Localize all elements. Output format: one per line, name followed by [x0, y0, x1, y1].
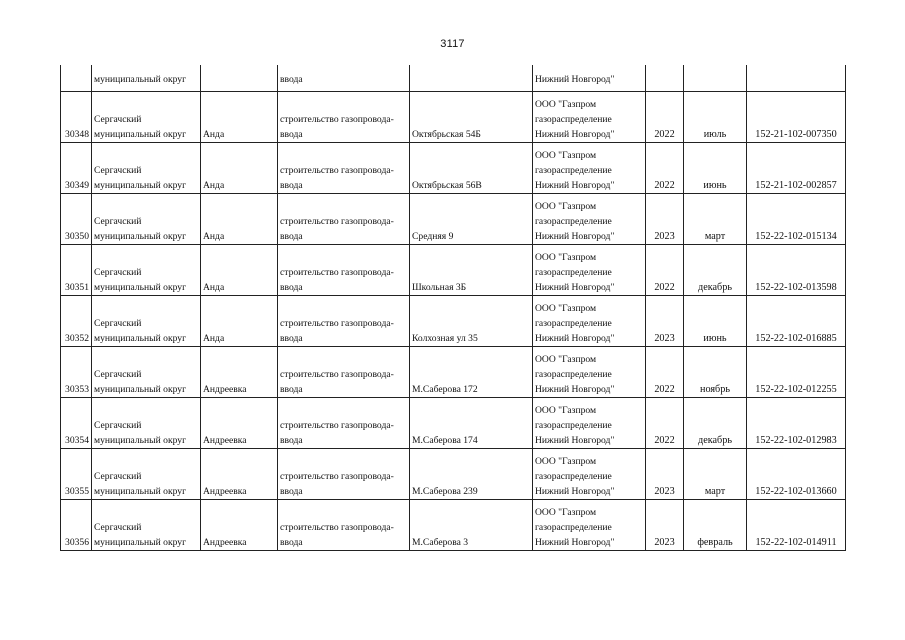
- cell-code: [747, 194, 846, 245]
- work-line: строительство газопровода-: [280, 420, 394, 431]
- work-line: ввода: [280, 435, 303, 446]
- cell-work-type: [278, 347, 410, 398]
- cell-district: [92, 245, 201, 296]
- cell-address: [410, 500, 533, 551]
- cell-organization: [533, 449, 646, 500]
- year-value: 2022: [654, 384, 675, 395]
- cell-year: [646, 398, 684, 449]
- year-value: 2023: [654, 231, 675, 242]
- cell-village: [201, 245, 278, 296]
- cell-organization: [533, 398, 646, 449]
- cell-organization: [533, 245, 646, 296]
- village-name: Анда: [203, 282, 225, 293]
- cell-organization: [533, 500, 646, 551]
- cell-district: [92, 347, 201, 398]
- district-line: Сергачский: [94, 165, 142, 176]
- table-row: [61, 347, 846, 398]
- row-number: 30350: [65, 231, 89, 242]
- cell-village: [201, 500, 278, 551]
- organization-line: ООО "Газпром: [535, 150, 597, 161]
- address-text: М.Саберова 174: [412, 435, 478, 446]
- village-name: Анда: [203, 231, 225, 242]
- cell-address: [410, 65, 533, 92]
- address-text: Октябрьская 54Б: [412, 129, 481, 140]
- organization-line: Нижний Новгород": [535, 231, 615, 242]
- work-line: ввода: [280, 129, 303, 140]
- organization-line: газораспределение: [535, 114, 612, 125]
- district-line: Сергачский: [94, 420, 142, 431]
- object-code: 152-22-102-014911: [755, 537, 837, 548]
- cell-year: [646, 143, 684, 194]
- month-value: ноябрь: [700, 384, 730, 395]
- cell-number: [61, 245, 92, 296]
- table-row: [61, 398, 846, 449]
- work-line: ввода: [280, 231, 303, 242]
- year-value: 2023: [654, 333, 675, 344]
- table-row: [61, 449, 846, 500]
- cell-number: [61, 398, 92, 449]
- table-row: [61, 143, 846, 194]
- month-value: март: [704, 231, 726, 242]
- cell-work-type: [278, 449, 410, 500]
- district-line: Сергачский: [94, 267, 142, 278]
- row-number: 30352: [65, 333, 89, 344]
- cell-number: [61, 347, 92, 398]
- organization-line: газораспределение: [535, 318, 612, 329]
- district-line: Сергачский: [94, 522, 142, 533]
- registry-table-body: [61, 65, 846, 551]
- cell-number: [61, 143, 92, 194]
- cell-month: [684, 347, 747, 398]
- cell-month: [684, 398, 747, 449]
- organization-line: Нижний Новгород": [535, 129, 615, 140]
- cell-district: [92, 398, 201, 449]
- address-text: Колхозная ул 35: [412, 333, 478, 344]
- cell-year: [646, 194, 684, 245]
- cell-month: [684, 194, 747, 245]
- organization-line: ООО "Газпром: [535, 252, 597, 263]
- cell-district: [92, 296, 201, 347]
- cell-address: [410, 296, 533, 347]
- cell-work-type: [278, 398, 410, 449]
- organization-line: ООО "Газпром: [535, 456, 597, 467]
- work-line: строительство газопровода-: [280, 114, 394, 125]
- address-text: М.Саберова 172: [412, 384, 478, 395]
- district-line: муниципальный округ: [94, 180, 187, 191]
- cell-village: [201, 449, 278, 500]
- work-line: строительство газопровода-: [280, 369, 394, 380]
- cell-village: [201, 347, 278, 398]
- district-line: муниципальный округ: [94, 333, 187, 344]
- cell-district: [92, 500, 201, 551]
- year-value: 2022: [654, 129, 675, 140]
- organization-line: ООО "Газпром: [535, 303, 597, 314]
- work-line: ввода: [280, 282, 303, 293]
- cell-month: [684, 449, 747, 500]
- row-number: 30353: [65, 384, 89, 395]
- month-value: июнь: [703, 333, 727, 344]
- cell-month: [684, 65, 747, 92]
- district-line: Сергачский: [94, 471, 142, 482]
- object-code: 152-22-102-013598: [755, 282, 837, 293]
- cell-address: [410, 245, 533, 296]
- month-value: февраль: [697, 537, 733, 548]
- address-text: Школьная 3Б: [412, 282, 467, 293]
- table-row: [61, 245, 846, 296]
- organization-line: Нижний Новгород": [535, 384, 615, 395]
- district-line: Сергачский: [94, 318, 142, 329]
- village-name: Андреевка: [203, 384, 247, 395]
- cell-village: [201, 194, 278, 245]
- year-value: 2023: [654, 537, 675, 548]
- organization-line: Нижний Новгород": [535, 537, 615, 548]
- work-line: ввода: [280, 486, 303, 497]
- cell-year: [646, 92, 684, 143]
- cell-address: [410, 143, 533, 194]
- cell-month: [684, 92, 747, 143]
- village-name: Андреевка: [203, 537, 247, 548]
- organization-line: газораспределение: [535, 165, 612, 176]
- object-code: 152-22-102-016885: [755, 333, 837, 344]
- organization-line: Нижний Новгород": [535, 435, 615, 446]
- organization-line: газораспределение: [535, 267, 612, 278]
- page-number: 3117: [440, 38, 465, 50]
- cell-work-type: [278, 92, 410, 143]
- year-value: 2023: [654, 486, 675, 497]
- district-line: Сергачский: [94, 369, 142, 380]
- cell-number: [61, 296, 92, 347]
- village-name: Андреевка: [203, 435, 247, 446]
- table-row: [61, 296, 846, 347]
- district-line: муниципальный округ: [94, 282, 187, 293]
- cell-month: [684, 500, 747, 551]
- address-text: М.Саберова 3: [412, 537, 469, 548]
- village-name: Анда: [203, 129, 225, 140]
- cell-month: [684, 245, 747, 296]
- cell-village: [201, 65, 278, 92]
- work-line: строительство газопровода-: [280, 267, 394, 278]
- organization-line: ООО "Газпром: [535, 507, 597, 518]
- cell-district: [92, 92, 201, 143]
- cell-organization: [533, 92, 646, 143]
- table-row: [61, 194, 846, 245]
- organization-line: ООО "Газпром: [535, 201, 597, 212]
- cell-code: [747, 92, 846, 143]
- cell-address: [410, 194, 533, 245]
- month-value: июль: [703, 129, 727, 140]
- cell-code: [747, 500, 846, 551]
- cell-organization: Нижний Новгород": [533, 65, 646, 92]
- district-line: муниципальный округ: [94, 231, 187, 242]
- cell-year: [646, 449, 684, 500]
- cell-organization: [533, 347, 646, 398]
- year-value: 2022: [654, 435, 675, 446]
- cell-code: [747, 347, 846, 398]
- work-line: ввода: [280, 333, 303, 344]
- district-line: Сергачский: [94, 114, 142, 125]
- month-value: декабрь: [698, 435, 732, 446]
- village-name: Андреевка: [203, 486, 247, 497]
- organization-line: газораспределение: [535, 522, 612, 533]
- row-number: 30355: [65, 486, 89, 497]
- cell-work-type: [278, 500, 410, 551]
- table-row: [61, 92, 846, 143]
- table-row: [61, 500, 846, 551]
- month-value: июнь: [703, 180, 727, 191]
- cell-organization: [533, 296, 646, 347]
- cell-district: муниципальный округ: [92, 65, 201, 92]
- cell-district: [92, 194, 201, 245]
- work-line: строительство газопровода-: [280, 216, 394, 227]
- village-name: Анда: [203, 333, 225, 344]
- district-line: муниципальный округ: [94, 486, 187, 497]
- cell-village: [201, 398, 278, 449]
- cell-district: [92, 449, 201, 500]
- district-line: Сергачский: [94, 216, 142, 227]
- month-value: декабрь: [698, 282, 732, 293]
- organization-line: Нижний Новгород": [535, 486, 615, 497]
- cell-code: [747, 296, 846, 347]
- cell-code: [747, 398, 846, 449]
- work-line: ввода: [280, 384, 303, 395]
- cell-village: [201, 296, 278, 347]
- cell-work-type: [278, 143, 410, 194]
- organization-line: ООО "Газпром: [535, 405, 597, 416]
- address-text: М.Саберова 239: [412, 486, 478, 497]
- continuation-row: [61, 65, 846, 92]
- object-code: 152-22-102-012255: [755, 384, 837, 395]
- cell-number: [61, 449, 92, 500]
- cell-number: [61, 194, 92, 245]
- object-code: 152-22-102-012983: [755, 435, 837, 446]
- row-number: 30356: [65, 537, 89, 548]
- cell-organization: [533, 194, 646, 245]
- year-value: 2022: [654, 282, 675, 293]
- work-line: ввода: [280, 537, 303, 548]
- address-text: Октябрьская 56В: [412, 180, 482, 191]
- cell-address: [410, 347, 533, 398]
- cell-year: [646, 65, 684, 92]
- organization-line: газораспределение: [535, 216, 612, 227]
- organization-line: газораспределение: [535, 420, 612, 431]
- cell-work-type: [278, 245, 410, 296]
- row-number: 30348: [65, 129, 89, 140]
- month-value: март: [704, 486, 726, 497]
- district-line: муниципальный округ: [94, 384, 187, 395]
- district-line: муниципальный округ: [94, 129, 187, 140]
- cell-number: [61, 92, 92, 143]
- cell-village: [201, 92, 278, 143]
- cell-code: [747, 449, 846, 500]
- cell-code: [747, 245, 846, 296]
- cell-work-type: ввода: [278, 65, 410, 92]
- row-number: 30349: [65, 180, 89, 191]
- work-line: строительство газопровода-: [280, 471, 394, 482]
- work-line: строительство газопровода-: [280, 522, 394, 533]
- district-line: муниципальный округ: [94, 537, 187, 548]
- work-line: строительство газопровода-: [280, 165, 394, 176]
- work-line: ввода: [280, 180, 303, 191]
- cell-organization: [533, 143, 646, 194]
- cell-year: [646, 296, 684, 347]
- cell-work-type: [278, 194, 410, 245]
- year-value: 2022: [654, 180, 675, 191]
- work-line: строительство газопровода-: [280, 318, 394, 329]
- cell-year: [646, 500, 684, 551]
- district-line: муниципальный округ: [94, 435, 187, 446]
- cell-code: [747, 65, 846, 92]
- cell-year: [646, 245, 684, 296]
- cell-village: [201, 143, 278, 194]
- cell-code: [747, 143, 846, 194]
- registry-table: [60, 65, 846, 551]
- cell-month: [684, 143, 747, 194]
- organization-line: Нижний Новгород": [535, 180, 615, 191]
- address-text: Средняя 9: [412, 231, 454, 242]
- cell-address: [410, 398, 533, 449]
- object-code: 152-22-102-013660: [755, 486, 837, 497]
- organization-line: Нижний Новгород": [535, 282, 615, 293]
- object-code: 152-21-102-002857: [755, 180, 837, 191]
- cell-month: [684, 296, 747, 347]
- organization-line: газораспределение: [535, 369, 612, 380]
- cell-number: [61, 500, 92, 551]
- cell-work-type: [278, 296, 410, 347]
- cell-district: [92, 143, 201, 194]
- organization-line: ООО "Газпром: [535, 354, 597, 365]
- object-code: 152-22-102-015134: [755, 231, 837, 242]
- object-code: 152-21-102-007350: [755, 129, 837, 140]
- organization-line: газораспределение: [535, 471, 612, 482]
- row-number: 30351: [65, 282, 89, 293]
- cell-number: [61, 65, 92, 92]
- village-name: Анда: [203, 180, 225, 191]
- cell-address: [410, 92, 533, 143]
- cell-address: [410, 449, 533, 500]
- cell-year: [646, 347, 684, 398]
- organization-line: ООО "Газпром: [535, 99, 597, 110]
- organization-line: Нижний Новгород": [535, 333, 615, 344]
- row-number: 30354: [65, 435, 89, 446]
